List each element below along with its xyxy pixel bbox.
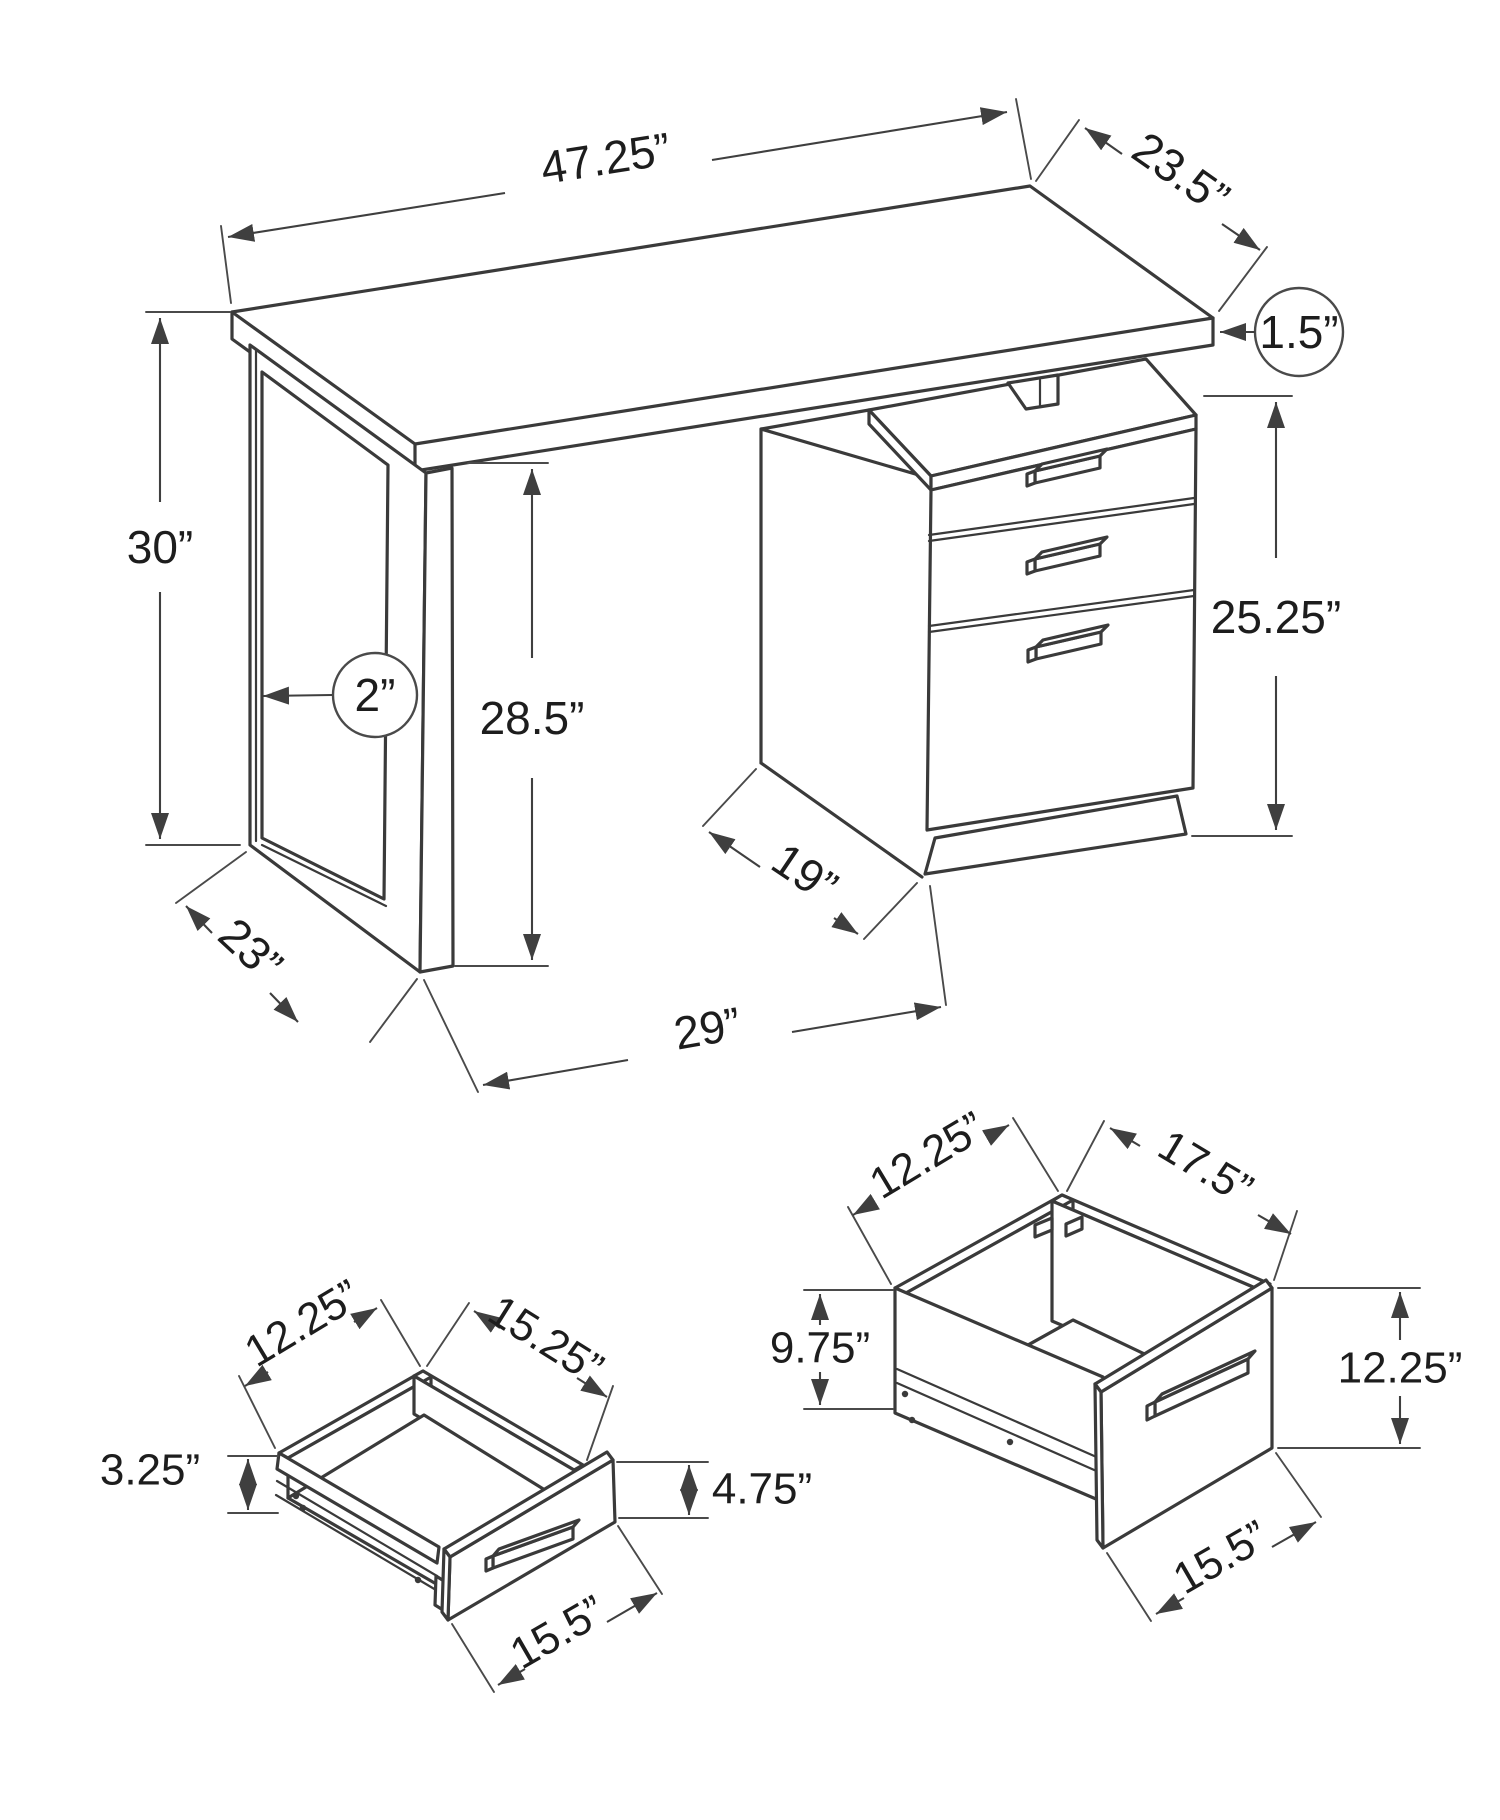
file-width-label: 17.5” <box>1149 1120 1262 1215</box>
file-drawer-drawing <box>770 1102 1463 1621</box>
desk-depth-label: 23.5” <box>1123 121 1240 225</box>
pencil-width-label: 15.25” <box>479 1285 612 1394</box>
file-front-width-label: 15.5” <box>1165 1511 1277 1604</box>
pedestal-height-label: 25.25” <box>1210 591 1342 643</box>
opening-width-label: 29” <box>669 996 745 1060</box>
dim-opening-width <box>424 886 946 1092</box>
dim-pedestal-depth <box>703 769 917 939</box>
dim-file-front-height <box>1278 1288 1462 1448</box>
pencil-back-height-label: 3.25” <box>99 1445 201 1495</box>
clearance-label: 28.5” <box>479 692 585 744</box>
dim-pencil-back-height <box>100 1446 278 1514</box>
file-drawer-box <box>895 1195 1272 1548</box>
desk-width-label: 47.25” <box>537 122 674 195</box>
leg-depth-label: 23” <box>208 907 293 991</box>
dim-desk-height <box>127 312 240 845</box>
dim-clearance <box>455 463 584 966</box>
file-side-height-label: 9.75” <box>769 1323 871 1373</box>
dim-file-side-height <box>770 1290 893 1409</box>
desk-drawing <box>127 99 1343 1092</box>
pedestal-depth-label: 19” <box>762 832 848 913</box>
file-depth-label: 12.25” <box>861 1102 994 1209</box>
pencil-drawer-drawing <box>100 1270 812 1692</box>
file-front-height-label: 12.25” <box>1337 1343 1463 1393</box>
dim-top-thickness <box>1220 288 1343 376</box>
top-thickness-label: 1.5” <box>1259 306 1339 358</box>
pencil-drawer-box <box>276 1371 615 1620</box>
desk-height-label: 30” <box>126 521 194 573</box>
pencil-front-height-label: 4.75” <box>711 1464 813 1514</box>
pencil-front-width-label: 15.5” <box>502 1586 614 1679</box>
pencil-depth-label: 12.25” <box>236 1270 369 1377</box>
drawer-pedestal <box>761 359 1196 877</box>
dim-pedestal-height <box>1192 396 1341 836</box>
frame-width-label: 2” <box>354 669 396 721</box>
dim-pencil-front-height <box>617 1462 812 1518</box>
